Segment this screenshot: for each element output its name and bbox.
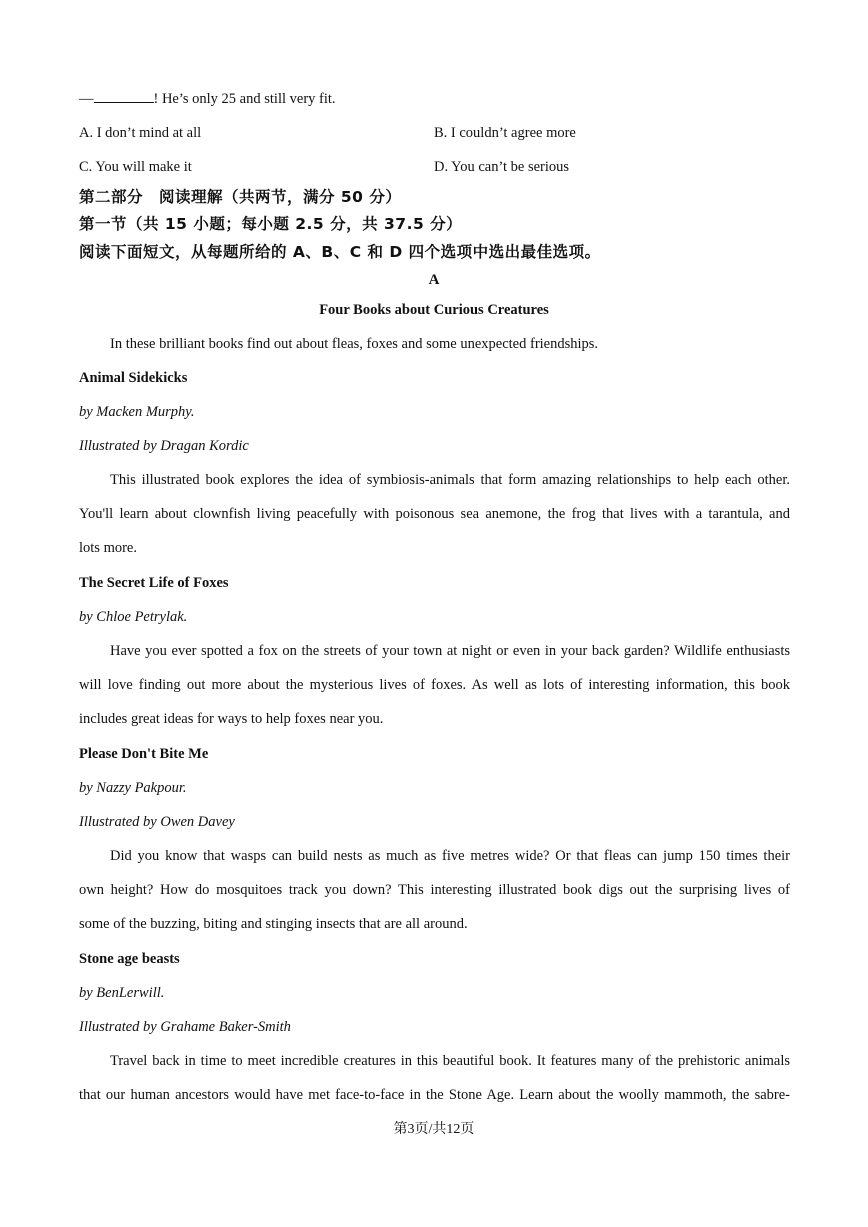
page-number: 第3页/共12页 [393, 1122, 475, 1137]
book-description-line: own height? How do mosquitoes track you down? This interesting illustrated book digs out the surprising lives of [79, 882, 790, 898]
book-description-line: Travel back in time to meet incredible creatures in this beautiful book. It features many of the prehistoric animals [110, 1053, 790, 1069]
book-description-line: includes great ideas for ways to help foxes near you. [79, 711, 384, 727]
option-d[interactable]: D. You can’t be serious [434, 159, 570, 175]
book-title: The Secret Life of Foxes [79, 575, 229, 591]
book-description-line: that our human ancestors would have met face-to-face in the Stone Age. Learn about the woolly mammoth, the sabre- [79, 1087, 790, 1103]
book-author: by Chloe Petrylak. [79, 609, 188, 625]
option-b[interactable]: B. I couldn’t agree more [434, 125, 576, 141]
question-stem-text: ! He’s only 25 and still very fit. [153, 91, 336, 107]
option-a[interactable]: A. I don’t mind at all [79, 125, 202, 141]
part-heading: 第二部分 阅读理解（共两节，满分 50 分） [79, 188, 402, 206]
book-description-line: You'll learn about clownfish living peacefully with poisonous sea anemone, the frog that lives with a tarantula, and [79, 506, 790, 522]
answer-blank[interactable] [94, 89, 154, 103]
passage-intro: In these brilliant books find out about fleas, foxes and some unexpected friendships. [110, 336, 599, 352]
option-c[interactable]: C. You will make it [79, 159, 192, 175]
book-author: by Macken Murphy. [79, 404, 195, 420]
instruction: 阅读下面短文，从每题所给的 A、B、C 和 D 四个选项中选出最佳选项。 [79, 243, 601, 261]
book-title: Animal Sidekicks [79, 370, 188, 386]
question-stem [79, 89, 336, 109]
book-description-line: Have you ever spotted a fox on the streets of your town at night or even in your back garden? Wildlife enthusiasts [110, 643, 790, 659]
book-description-line: will love finding out more about the mysterious lives of foxes. As well as lots of interesting information, this book [79, 677, 790, 693]
book-title: Please Don't Bite Me [79, 746, 209, 762]
sub-heading: 第一节（共 15 小题；每小题 2.5 分，共 37.5 分） [79, 215, 463, 233]
book-author: by BenLerwill. [79, 985, 165, 1001]
passage-letter: A [428, 272, 440, 288]
book-description-line: Did you know that wasps can build nests as much as five metres wide? Or that fleas can jump 150 times their [110, 848, 790, 864]
book-description-line: some of the buzzing, biting and stinging insects that are all around. [79, 916, 468, 932]
book-description-line: lots more. [79, 540, 137, 556]
book-illustrator: Illustrated by Dragan Kordic [79, 438, 249, 454]
book-illustrator: Illustrated by Owen Davey [79, 814, 235, 830]
question-dash: — [79, 91, 94, 107]
book-author: by Nazzy Pakpour. [79, 780, 187, 796]
book-description-line: This illustrated book explores the idea of symbiosis-animals that form amazing relationships to help each other. [110, 472, 790, 488]
book-title: Stone age beasts [79, 951, 180, 967]
book-illustrator: Illustrated by Grahame Baker-Smith [79, 1019, 291, 1035]
passage-title: Four Books about Curious Creatures [319, 302, 549, 318]
